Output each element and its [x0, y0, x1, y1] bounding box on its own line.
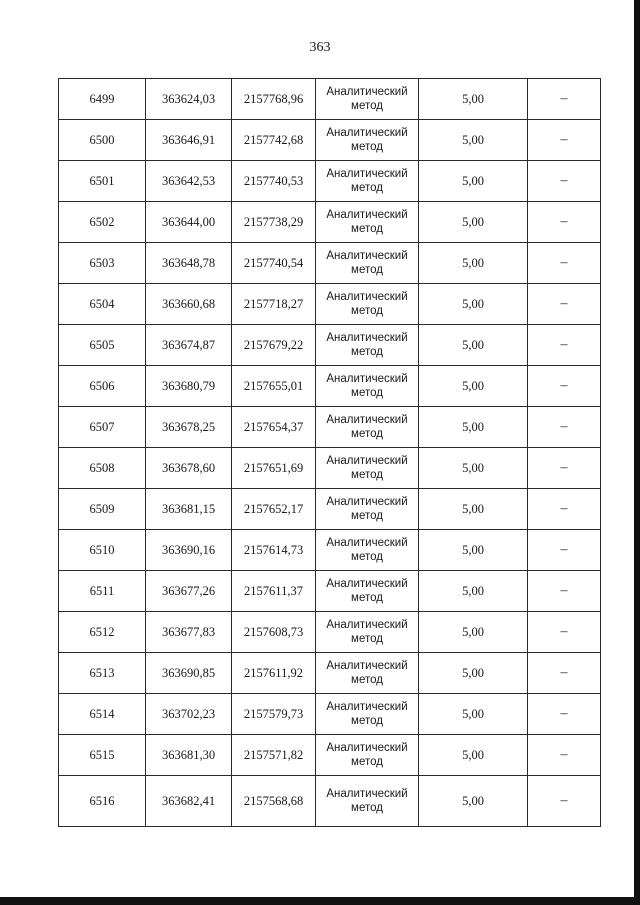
method-cell — [316, 325, 419, 366]
point-number-cell: 6504 — [59, 284, 146, 325]
x-coordinate-cell: 363677,83 — [146, 612, 232, 653]
coordinates-table — [58, 78, 601, 827]
y-coordinate-cell: 2157611,37 — [232, 571, 316, 612]
table-row — [59, 325, 601, 366]
point-number-cell: 6514 — [59, 694, 146, 735]
y-coordinate-cell: 2157655,01 — [232, 366, 316, 407]
table-row — [59, 653, 601, 694]
accuracy-cell: 5,00 — [419, 202, 528, 243]
y-coordinate-cell: 2157679,22 — [232, 325, 316, 366]
method-line-1: Аналитический — [326, 250, 408, 262]
x-coordinate-cell: 363648,78 — [146, 243, 232, 284]
note-cell: – — [528, 284, 601, 325]
note-cell: – — [528, 776, 601, 827]
method-line-2: метод — [351, 551, 383, 563]
point-number-cell: 6505 — [59, 325, 146, 366]
method-line-2: метод — [351, 510, 383, 522]
method-cell — [316, 735, 419, 776]
point-number-cell: 6516 — [59, 776, 146, 827]
point-number-cell: 6510 — [59, 530, 146, 571]
method-cell — [316, 284, 419, 325]
note-cell: – — [528, 489, 601, 530]
accuracy-cell: 5,00 — [419, 325, 528, 366]
method-line-1: Аналитический — [326, 496, 408, 508]
x-coordinate-cell: 363677,26 — [146, 571, 232, 612]
note-cell: – — [528, 366, 601, 407]
y-coordinate-cell: 2157740,53 — [232, 161, 316, 202]
x-coordinate-cell: 363681,15 — [146, 489, 232, 530]
y-coordinate-cell: 2157568,68 — [232, 776, 316, 827]
method-line-2: метод — [351, 346, 383, 358]
y-coordinate-cell: 2157718,27 — [232, 284, 316, 325]
point-number-cell: 6509 — [59, 489, 146, 530]
method-line-2: метод — [351, 592, 383, 604]
note-cell: – — [528, 571, 601, 612]
accuracy-cell: 5,00 — [419, 653, 528, 694]
method-cell — [316, 571, 419, 612]
note-cell: – — [528, 735, 601, 776]
y-coordinate-cell: 2157742,68 — [232, 120, 316, 161]
table-row — [59, 571, 601, 612]
note-cell: – — [528, 79, 601, 120]
y-coordinate-cell: 2157738,29 — [232, 202, 316, 243]
method-line-1: Аналитический — [326, 414, 408, 426]
method-line-1: Аналитический — [326, 537, 408, 549]
note-cell: – — [528, 407, 601, 448]
table-row — [59, 530, 601, 571]
table-row — [59, 735, 601, 776]
method-cell — [316, 120, 419, 161]
method-line-1: Аналитический — [326, 86, 408, 98]
method-cell — [316, 612, 419, 653]
table-row — [59, 448, 601, 489]
note-cell: – — [528, 325, 601, 366]
method-cell — [316, 366, 419, 407]
accuracy-cell: 5,00 — [419, 735, 528, 776]
method-cell — [316, 202, 419, 243]
note-cell: – — [528, 530, 601, 571]
method-line-2: метод — [351, 469, 383, 481]
table-row — [59, 489, 601, 530]
accuracy-cell: 5,00 — [419, 79, 528, 120]
method-cell — [316, 448, 419, 489]
method-line-1: Аналитический — [326, 332, 408, 344]
table-row — [59, 612, 601, 653]
method-line-2: метод — [351, 674, 383, 686]
method-line-2: метод — [351, 305, 383, 317]
page-edge-bottom — [0, 897, 640, 905]
note-cell: – — [528, 653, 601, 694]
x-coordinate-cell: 363660,68 — [146, 284, 232, 325]
method-line-1: Аналитический — [326, 127, 408, 139]
y-coordinate-cell: 2157740,54 — [232, 243, 316, 284]
method-line-2: метод — [351, 715, 383, 727]
x-coordinate-cell: 363644,00 — [146, 202, 232, 243]
method-cell — [316, 530, 419, 571]
y-coordinate-cell: 2157654,37 — [232, 407, 316, 448]
point-number-cell: 6507 — [59, 407, 146, 448]
method-line-2: метод — [351, 264, 383, 276]
method-line-2: метод — [351, 802, 383, 814]
table-row — [59, 366, 601, 407]
method-line-1: Аналитический — [326, 209, 408, 221]
accuracy-cell: 5,00 — [419, 530, 528, 571]
x-coordinate-cell: 363702,23 — [146, 694, 232, 735]
table-row — [59, 776, 601, 827]
point-number-cell: 6506 — [59, 366, 146, 407]
y-coordinate-cell: 2157652,17 — [232, 489, 316, 530]
point-number-cell: 6503 — [59, 243, 146, 284]
point-number-cell: 6508 — [59, 448, 146, 489]
point-number-cell: 6499 — [59, 79, 146, 120]
note-cell: – — [528, 120, 601, 161]
x-coordinate-cell: 363674,87 — [146, 325, 232, 366]
method-line-1: Аналитический — [326, 742, 408, 754]
x-coordinate-cell: 363678,25 — [146, 407, 232, 448]
point-number-cell: 6500 — [59, 120, 146, 161]
method-line-2: метод — [351, 100, 383, 112]
x-coordinate-cell: 363681,30 — [146, 735, 232, 776]
x-coordinate-cell: 363646,91 — [146, 120, 232, 161]
note-cell: – — [528, 612, 601, 653]
method-line-1: Аналитический — [326, 701, 408, 713]
point-number-cell: 6501 — [59, 161, 146, 202]
method-line-2: метод — [351, 428, 383, 440]
accuracy-cell: 5,00 — [419, 489, 528, 530]
table-row — [59, 694, 601, 735]
method-cell — [316, 776, 419, 827]
table-row — [59, 161, 601, 202]
method-line-2: метод — [351, 756, 383, 768]
y-coordinate-cell: 2157579,73 — [232, 694, 316, 735]
table-row — [59, 202, 601, 243]
note-cell: – — [528, 694, 601, 735]
accuracy-cell: 5,00 — [419, 776, 528, 827]
method-line-2: метод — [351, 387, 383, 399]
method-line-1: Аналитический — [326, 660, 408, 672]
accuracy-cell: 5,00 — [419, 120, 528, 161]
accuracy-cell: 5,00 — [419, 571, 528, 612]
table-row — [59, 407, 601, 448]
note-cell: – — [528, 243, 601, 284]
page-number: 363 — [309, 40, 331, 55]
method-line-1: Аналитический — [326, 578, 408, 590]
coordinates-table-body — [59, 79, 601, 827]
method-line-1: Аналитический — [326, 788, 408, 800]
accuracy-cell: 5,00 — [419, 407, 528, 448]
point-number-cell: 6513 — [59, 653, 146, 694]
x-coordinate-cell: 363642,53 — [146, 161, 232, 202]
method-line-1: Аналитический — [326, 168, 408, 180]
table-row — [59, 79, 601, 120]
y-coordinate-cell: 2157651,69 — [232, 448, 316, 489]
method-line-1: Аналитический — [326, 373, 408, 385]
point-number-cell: 6512 — [59, 612, 146, 653]
method-cell — [316, 653, 419, 694]
accuracy-cell: 5,00 — [419, 448, 528, 489]
method-cell — [316, 243, 419, 284]
x-coordinate-cell: 363624,03 — [146, 79, 232, 120]
x-coordinate-cell: 363690,85 — [146, 653, 232, 694]
accuracy-cell: 5,00 — [419, 284, 528, 325]
method-line-2: метод — [351, 182, 383, 194]
method-line-1: Аналитический — [326, 619, 408, 631]
method-cell — [316, 79, 419, 120]
x-coordinate-cell: 363682,41 — [146, 776, 232, 827]
x-coordinate-cell: 363690,16 — [146, 530, 232, 571]
y-coordinate-cell: 2157614,73 — [232, 530, 316, 571]
accuracy-cell: 5,00 — [419, 366, 528, 407]
y-coordinate-cell: 2157608,73 — [232, 612, 316, 653]
method-line-2: метод — [351, 223, 383, 235]
method-line-1: Аналитический — [326, 455, 408, 467]
method-line-2: метод — [351, 633, 383, 645]
point-number-cell: 6515 — [59, 735, 146, 776]
point-number-cell: 6502 — [59, 202, 146, 243]
y-coordinate-cell: 2157611,92 — [232, 653, 316, 694]
method-line-2: метод — [351, 141, 383, 153]
table-row — [59, 284, 601, 325]
table-row — [59, 243, 601, 284]
method-line-1: Аналитический — [326, 291, 408, 303]
note-cell: – — [528, 448, 601, 489]
table-row — [59, 120, 601, 161]
note-cell: – — [528, 202, 601, 243]
x-coordinate-cell: 363678,60 — [146, 448, 232, 489]
page-edge-right — [634, 0, 640, 905]
y-coordinate-cell: 2157571,82 — [232, 735, 316, 776]
accuracy-cell: 5,00 — [419, 694, 528, 735]
method-cell — [316, 407, 419, 448]
accuracy-cell: 5,00 — [419, 612, 528, 653]
method-cell — [316, 694, 419, 735]
note-cell: – — [528, 161, 601, 202]
method-cell — [316, 161, 419, 202]
accuracy-cell: 5,00 — [419, 161, 528, 202]
accuracy-cell: 5,00 — [419, 243, 528, 284]
x-coordinate-cell: 363680,79 — [146, 366, 232, 407]
point-number-cell: 6511 — [59, 571, 146, 612]
method-cell — [316, 489, 419, 530]
y-coordinate-cell: 2157768,96 — [232, 79, 316, 120]
